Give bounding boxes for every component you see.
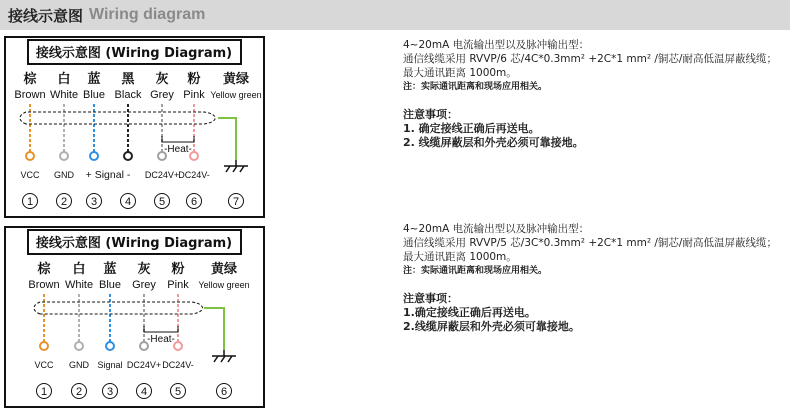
wiring-diagram-1: [4, 36, 265, 218]
wire-terminal: [174, 342, 182, 350]
wiring-diagram-2: [4, 226, 265, 408]
heat-label: -Heat-: [147, 334, 175, 345]
wire-label-cn: 黄绿: [222, 72, 250, 87]
wire-terminal: [40, 342, 48, 350]
wire-label-en: Blue: [98, 279, 122, 291]
notes-item-1: 1. 确定接线正确后再送电。: [403, 122, 540, 135]
wire-terminal: [124, 152, 132, 160]
notes-remark: 注：实际通讯距离和现场应用相关。: [403, 266, 548, 276]
wire-label-en: Pink: [167, 279, 189, 291]
terminal-label: VCC: [34, 360, 54, 370]
terminal-label: DC24V-: [162, 360, 194, 370]
heat-label: -Heat-: [164, 144, 192, 155]
wire-terminal: [90, 152, 98, 160]
wire-label-cn: 白: [72, 262, 86, 277]
wire-terminal: [106, 342, 114, 350]
notes-item-1: 1.确定接线正确后再送电。: [403, 306, 536, 319]
wire-label-cn: 黄绿: [210, 262, 238, 277]
terminal-label: DC24V+: [126, 360, 162, 370]
number-label: 6: [190, 196, 198, 208]
wire-label-cn: 白: [57, 72, 71, 87]
notes-intro: 4~20mA 电流输出型以及脉冲输出型：: [403, 39, 590, 51]
notes-heading: 注意事项：: [403, 292, 458, 305]
wire-label-en: Brown: [14, 89, 46, 101]
wire-label-en: Blue: [82, 89, 106, 101]
wire-label-cn: 粉: [171, 262, 185, 277]
wire-label-cn: 棕: [23, 72, 37, 87]
number-label: 2: [75, 386, 83, 398]
wiring-diagram-1-svg: [4, 36, 265, 218]
number-label: 5: [158, 196, 166, 208]
terminal-label: GND: [54, 170, 74, 180]
notes-cable-spec: 通信线缆采用 RVVP/5 芯/3C*0.3mm² +2C*1 mm² /铜芯/耐高低温屏蔽线缆；: [403, 237, 777, 249]
wire-terminal: [60, 152, 68, 160]
number-label: 7: [232, 196, 240, 208]
notes-max-distance: 最大通讯距离 1000m。: [403, 251, 517, 263]
wire-label-cn: 棕: [37, 262, 51, 277]
wire-label-cn: 灰: [137, 262, 151, 277]
header-bar: [0, 0, 790, 30]
terminal-label: VCC: [20, 170, 40, 180]
wire-label-cn: 灰: [155, 72, 169, 87]
terminal-label: GND: [69, 360, 89, 370]
number-label: 5: [174, 386, 182, 398]
number-label: 3: [90, 196, 98, 208]
wire-label-en: White: [64, 279, 94, 291]
wire-terminal: [26, 152, 34, 160]
wire-label-cn: 黑: [121, 72, 135, 87]
number-label: 1: [40, 386, 48, 398]
wire-label-en: Yellow green: [210, 90, 262, 100]
number-label: 4: [140, 386, 148, 398]
notes-item-2: 2.线缆屏蔽层和外壳必须可靠接地。: [403, 320, 580, 333]
notes-block-2: [403, 222, 788, 334]
wiring-diagram-2-svg: [4, 226, 265, 408]
terminal-label-signal: + Signal -: [85, 169, 131, 181]
header-title-cn: 接线示意图: [8, 6, 84, 25]
number-label: 2: [60, 196, 68, 208]
wire-label-en: White: [49, 89, 79, 101]
notes-remark: 注：实际通讯距离和现场应用相关。: [403, 82, 548, 92]
notes-max-distance: 最大通讯距离 1000m。: [403, 67, 517, 79]
terminal-label: Signal: [97, 360, 123, 370]
wire-label-cn: 蓝: [103, 262, 117, 277]
terminal-label: DC24V-: [178, 170, 210, 180]
wire-label-cn: 粉: [187, 72, 201, 87]
wire-label-en: Grey: [132, 279, 156, 291]
number-label: 6: [220, 386, 228, 398]
diagram-2-title: 接线示意图 (Wiring Diagram): [35, 236, 233, 251]
notes-item-2: 2. 线缆屏蔽层和外壳必须可靠接地。: [403, 136, 584, 149]
wire-label-en: Yellow green: [198, 280, 250, 290]
header-title-en: Wiring diagram: [89, 6, 206, 23]
notes-cable-spec: 通信线缆采用 RVVP/6 芯/4C*0.3mm² +2C*1 mm² /铜芯/耐高低温屏蔽线缆；: [403, 53, 777, 65]
diagram-1-title: 接线示意图 (Wiring Diagram): [35, 46, 233, 61]
wire-label-cn: 蓝: [87, 72, 101, 87]
notes-heading: 注意事项：: [403, 108, 458, 121]
terminal-label: DC24V+: [144, 170, 180, 180]
notes-block-1: [403, 38, 788, 150]
notes-intro: 4~20mA 电流输出型以及脉冲输出型：: [403, 223, 590, 235]
wire-label-en: Pink: [183, 89, 205, 101]
number-label: 3: [106, 386, 114, 398]
number-label: 4: [124, 196, 132, 208]
wire-label-en: Brown: [28, 279, 60, 291]
number-label: 1: [26, 196, 34, 208]
wire-label-en: Black: [114, 89, 142, 101]
wire-label-en: Grey: [150, 89, 174, 101]
wire-terminal: [75, 342, 83, 350]
